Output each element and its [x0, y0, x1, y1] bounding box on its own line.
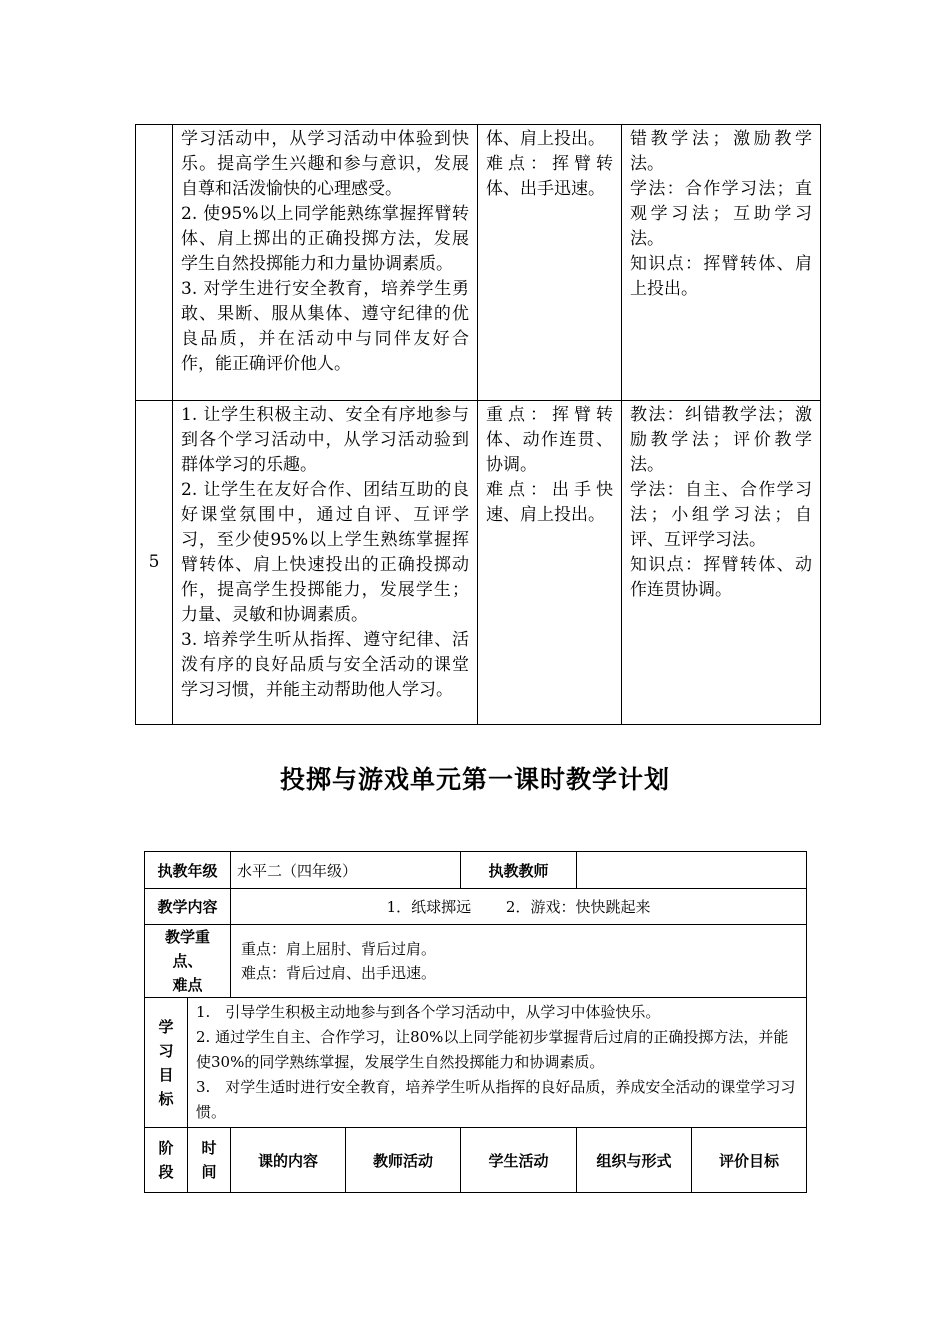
objectives-cell — [173, 125, 478, 401]
column-header-teacher-activity: 教师活动 — [346, 1128, 461, 1193]
column-header-organization: 组织与形式 — [577, 1128, 692, 1193]
difficult-point-text: 难点：挥臂转体、出手迅速。 — [486, 154, 613, 199]
table-row — [136, 401, 821, 725]
key-point-text: 重点：肩上屈肘、背后过肩。 — [241, 940, 437, 958]
key-point-text: 重点：挥臂转体、动作连贯、协调。 — [486, 405, 613, 475]
grade-value: 水平二（四年级） — [231, 852, 461, 889]
column-header-time — [188, 1128, 231, 1193]
objectives-cell — [173, 401, 478, 725]
table-header-row — [145, 1128, 807, 1193]
column-header-evaluation: 评价目标 — [692, 1128, 807, 1193]
method-text: 知识点：挥臂转体、动作连贯协调。 — [630, 555, 812, 600]
goals-label-char: 标 — [158, 1089, 174, 1108]
methods-cell — [622, 125, 821, 401]
goal-text: 1. 引导学生积极主动地参与到各个学习活动中，从学习中体验快乐。 — [196, 1003, 661, 1021]
difficult-point-text: 难点：出手快速、肩上投出。 — [486, 480, 613, 525]
column-header-content: 课的内容 — [231, 1128, 346, 1193]
goal-text: 3. 对学生适时进行安全教育，培养学生听从指挥的良好品质，养成安全活动的课堂学习习惯。 — [196, 1078, 796, 1121]
table-row — [145, 998, 807, 1128]
table-row — [145, 925, 807, 998]
keypoints-label-line: 难点 — [172, 976, 203, 994]
column-header-char: 段 — [158, 1163, 174, 1181]
objective-text: 1. 让学生积极主动、安全有序地参与到各个学习活动中，从学习活动验到群体学习的乐趣。 — [181, 405, 469, 475]
content-label: 教学内容 — [145, 889, 231, 925]
difficult-point-text: 难点：背后过肩、出手迅速。 — [241, 964, 437, 982]
method-text: 错教学法；激励教学法。 — [630, 129, 812, 174]
keypoints-label — [145, 925, 231, 998]
goals-label-char: 习 — [158, 1041, 174, 1060]
goals-value — [188, 998, 807, 1128]
method-text: 学法：自主、合作学习法；小组学习法；自评、互评学习法。 — [630, 480, 812, 550]
keypoints-label-line: 教学重点、 — [165, 928, 211, 970]
goals-label-char: 学 — [158, 1017, 174, 1036]
method-text: 学法：合作学习法；直观学习法；互助学习法。 — [630, 179, 812, 249]
teacher-label: 执教教师 — [461, 852, 577, 889]
key-point-text: 体、肩上投出。 — [486, 129, 605, 149]
table-row — [136, 125, 821, 401]
column-header-char: 间 — [201, 1163, 217, 1181]
table-row — [145, 889, 807, 925]
objective-text: 3. 对学生进行安全教育，培养学生勇敢、果断、服从集体、遵守纪律的优良品质，并在活动中与同伴友好合作，能正确评价他人。 — [181, 279, 469, 374]
lesson-number: 5 — [136, 401, 173, 725]
goal-text: 2. 通过学生自主、合作学习，让80%以上同学能初步掌握背后过肩的正确投掷方法，并能使30%的同学熟练掌握，发展学生自然投掷能力和协调素质。 — [196, 1028, 789, 1071]
objective-text: 学习活动中，从学习活动中体验到快乐。提高学生兴趣和参与意识，发展自尊和活泼愉快的心理感受。 — [181, 129, 469, 199]
key-points-cell — [478, 401, 622, 725]
method-text: 知识点：挥臂转体、肩上投出。 — [630, 254, 812, 299]
goals-label-char: 目 — [158, 1065, 174, 1084]
objective-text: 2. 使95%以上同学能熟练掌握挥臂转体、肩上掷出的正确投掷方法，发展学生自然投掷能力和力量协调素质。 — [181, 204, 469, 274]
column-header-char: 时 — [201, 1139, 217, 1157]
keypoints-value — [231, 925, 807, 998]
content-value: 1．纸球掷远 2．游戏：快快跳起来 — [231, 889, 807, 925]
method-text: 教法：纠错教学法；激励教学法；评价教学法。 — [630, 405, 812, 475]
unit-plan-table — [135, 124, 821, 725]
objective-text: 3. 培养学生听从指挥、遵守纪律、活泼有序的良好品质与安全活动的课堂学习习惯，并能主动帮助他人学习。 — [181, 630, 469, 700]
column-header-stage — [145, 1128, 188, 1193]
column-header-char: 阶 — [158, 1139, 174, 1157]
grade-label: 执教年级 — [145, 852, 231, 889]
methods-cell — [622, 401, 821, 725]
key-points-cell — [478, 125, 622, 401]
teacher-value — [577, 852, 807, 889]
table-row — [145, 852, 807, 889]
objective-text: 2. 让学生在友好合作、团结互助的良好课堂氛围中，通过自评、互评学习，至少使95%以上学生熟练掌握挥臂转体、肩上快速投出的正确投掷动作，提高学生投掷能力，发展学生；力量、灵敏和协调素质。 — [181, 480, 469, 625]
column-header-student-activity: 学生活动 — [461, 1128, 577, 1193]
lesson-plan-table — [144, 851, 807, 1193]
goals-label — [145, 998, 188, 1128]
lesson-number — [136, 125, 173, 401]
page-title: 投掷与游戏单元第一课时教学计划 — [279, 765, 670, 794]
